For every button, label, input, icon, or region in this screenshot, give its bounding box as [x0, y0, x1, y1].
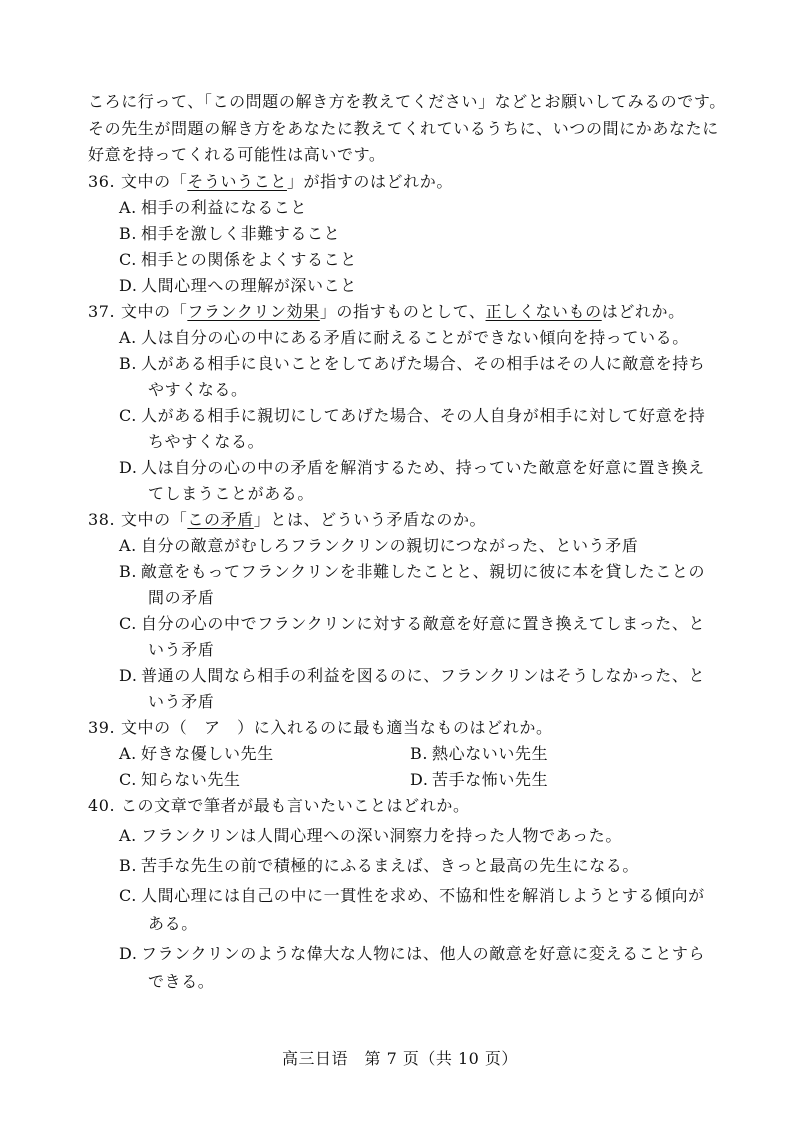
- question-text: この文章で筆者が最も言いたいことはどれか。: [120, 796, 470, 815]
- question-text-post: はどれか。: [601, 302, 685, 321]
- option-text: 人間心理への理解が深いこと: [141, 276, 357, 295]
- option-text: 苦手な怖い先生: [432, 770, 549, 789]
- option-text: 自分の心の中でフランクリンに対する敵意を好意に置き換えてしまった、と: [141, 614, 706, 633]
- option-37c-continued: ちやすくなる。: [148, 432, 265, 451]
- question-number: 37.: [88, 302, 116, 321]
- question-38: [88, 510, 486, 530]
- passage-line-2: その先生が問題の解き方をあなたに教えてくれているうちに、いつの間にかあなたに: [88, 119, 719, 138]
- passage-line-3: 好意を持ってくれる可能性は高いです。: [88, 145, 386, 164]
- option-letter: D.: [410, 770, 429, 789]
- option-37d: [119, 458, 705, 478]
- option-40b: [119, 856, 639, 876]
- option-letter: D.: [119, 944, 138, 963]
- option-letter: B.: [119, 224, 138, 243]
- option-40c-continued: ある。: [148, 914, 198, 933]
- option-36b: [119, 224, 340, 244]
- option-text: 相手を激しく非難すること: [141, 224, 341, 243]
- option-letter: A.: [119, 328, 137, 347]
- option-40d-continued: できる。: [148, 972, 215, 991]
- option-38c: [119, 614, 705, 634]
- option-37c: [119, 406, 705, 426]
- option-letter: B.: [119, 354, 138, 373]
- option-37d-continued: てしまうことがある。: [148, 484, 315, 503]
- option-text: 熱心ないい先生: [432, 744, 549, 763]
- option-39a: [119, 744, 274, 764]
- question-37: [88, 302, 685, 322]
- option-text: 敵意をもってフランクリンを非難したことと、親切に彼に本を貸したことの: [141, 562, 706, 581]
- question-number: 40.: [88, 796, 116, 815]
- option-letter: C.: [119, 250, 137, 269]
- question-number: 36.: [88, 172, 116, 191]
- question-36: [88, 172, 453, 192]
- option-text: 苦手な先生の前で積極的にふるまえば、きっと最高の先生になる。: [141, 856, 640, 875]
- option-text: 自分の敵意がむしろフランクリンの親切につながった、という矛盾: [141, 536, 639, 555]
- question-39: [88, 718, 553, 738]
- question-text-mid: 」の指すものとして、: [319, 302, 486, 321]
- option-39d: [410, 770, 548, 790]
- option-letter: A.: [119, 536, 137, 555]
- underlined-phrase-2: 正しくないもの: [485, 302, 602, 321]
- question-text-pre: 文中の「: [120, 172, 188, 191]
- option-text: フランクリンのような偉大な人物には、他人の敵意を好意に変えることすら: [141, 944, 706, 963]
- option-text: 相手の利益になること: [141, 198, 308, 217]
- option-letter: A.: [119, 198, 137, 217]
- option-39c: [119, 770, 241, 790]
- option-text: フランクリンは人間心理への深い洞察力を持った人物であった。: [141, 826, 622, 845]
- question-text-post: 」が指すのはどれか。: [286, 172, 453, 191]
- question-text-pre: 文中の「: [120, 302, 188, 321]
- option-letter: B.: [119, 856, 138, 875]
- option-letter: D.: [119, 276, 138, 295]
- passage-line-1: ころに行って、「この問題の解き方を教えてください」などとお願いしてみるのです。: [88, 92, 726, 111]
- option-38b: [119, 562, 705, 582]
- option-letter: C.: [119, 886, 137, 905]
- option-text: 好きな優しい先生: [141, 744, 274, 763]
- underlined-phrase: そういうこと: [187, 172, 287, 191]
- question-number: 39.: [88, 718, 116, 737]
- page-footer: 高三日语 第 7 页（共 10 页）: [282, 1049, 518, 1068]
- option-text: 相手との関係をよくすること: [141, 250, 357, 269]
- question-text-post: 」とは、どういう矛盾なのか。: [253, 510, 487, 529]
- option-letter: B.: [119, 562, 138, 581]
- option-36a: [119, 198, 307, 218]
- option-text: 人は自分の心の中の矛盾を解消するため、持っていた敵意を好意に置き換え: [141, 458, 705, 477]
- option-36d: [119, 276, 357, 296]
- option-39b: [410, 744, 548, 764]
- option-38d-continued: いう矛盾: [148, 692, 215, 711]
- option-text: 知らない先生: [141, 770, 241, 789]
- option-letter: A.: [119, 826, 137, 845]
- option-38b-continued: 間の矛盾: [148, 588, 215, 607]
- option-letter: C.: [119, 406, 137, 425]
- option-letter: C.: [119, 614, 137, 633]
- question-40: [88, 796, 470, 816]
- underlined-phrase: フランクリン効果: [187, 302, 320, 321]
- question-number: 38.: [88, 510, 116, 529]
- option-37b: [119, 354, 705, 374]
- option-38d: [119, 666, 705, 686]
- option-40d: [119, 944, 705, 964]
- option-40a: [119, 826, 622, 846]
- option-letter: B.: [410, 744, 429, 763]
- option-text: 人は自分の心の中にある矛盾に耐えることができない傾向を持っている。: [141, 328, 689, 347]
- option-text: 人間心理には自己の中に一貫性を求め、不協和性を解消しようとする傾向が: [141, 886, 705, 905]
- option-36c: [119, 250, 357, 270]
- option-40c: [119, 886, 705, 906]
- option-letter: A.: [119, 744, 137, 763]
- question-text: 文中の（ ア ）に入れるのに最も適当なものはどれか。: [120, 718, 553, 737]
- option-text: 人がある相手に親切にしてあげた場合、その人自身が相手に対して好意を持: [141, 406, 706, 425]
- option-text: 人がある相手に良いことをしてあげた場合、その相手はその人に敵意を持ち: [141, 354, 706, 373]
- question-text-pre: 文中の「: [120, 510, 188, 529]
- option-letter: D.: [119, 666, 138, 685]
- option-38c-continued: いう矛盾: [148, 640, 215, 659]
- underlined-phrase: この矛盾: [187, 510, 254, 529]
- option-text: 普通の人間なら相手の利益を図るのに、フランクリンはそうしなかった、と: [141, 666, 706, 685]
- option-37b-continued: やすくなる。: [148, 380, 248, 399]
- option-letter: C.: [119, 770, 137, 789]
- option-letter: D.: [119, 458, 138, 477]
- option-37a: [119, 328, 689, 348]
- option-38a: [119, 536, 638, 556]
